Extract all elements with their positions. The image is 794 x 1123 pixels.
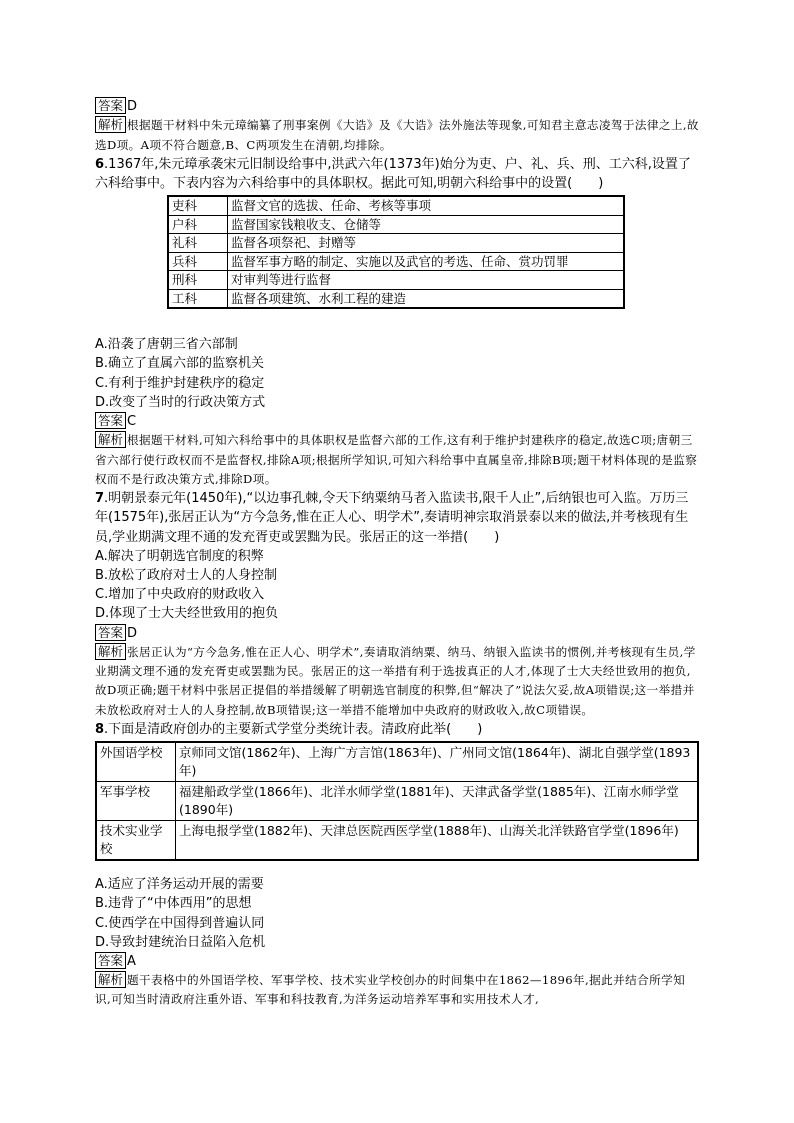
option-d: D.导致封建统治日益陷入危机 xyxy=(95,934,266,950)
answer-value: C xyxy=(127,414,137,430)
table-cell: 外国语学校 xyxy=(96,742,176,782)
option-a: A.解决了明朝选官制度的积弊 xyxy=(95,548,264,564)
table-cell: 对审判等进行监督 xyxy=(228,271,625,290)
q8-stem xyxy=(95,720,699,739)
question-text: .明朝景泰元年(1450年),“以边事孔棘,令天下纳粟纳马者入监读书,限千人止”,后纳银也可入监。万历三年(1575年),张居正认为“方今急务,惟在正人心、明学术”,奏请明神宗取消景泰以来的做法,并考核现有生员,学业期满文理不通的发充胥吏或罢黜为民。张居正的这一举措( ) xyxy=(95,491,689,545)
option-b: B.放松了政府对士人的人身控制 xyxy=(95,567,278,583)
explanation-text: 张居正认为“方今急务,惟在正人心、明学术”,奏请取消纳粟、纳马、纳银入监读书的惯例,并考核现有生员,学业期满文理不通的发充胥吏或罢黜为民。张居正的这一举措有利于选拔真正的人才,体现了士大夫经世致用的抱负,故D项正确;题干材料中张居正提倡的举措缓解了明朝选官制度的积弊,但“解决了”说法欠妥,故A项错误;这一举措并未放松政府对士人的人身控制,故B项错误;这一举措不能增加中央政府的财政收入,故C项错误。 xyxy=(95,644,696,717)
table-cell: 上海电报学堂(1882年)、天津总医院西医学堂(1888年)、山海关北洋铁路官学堂(1896年) xyxy=(176,821,699,861)
table-row xyxy=(168,289,624,308)
q7-stem xyxy=(95,489,699,547)
table-cell: 户科 xyxy=(168,215,228,234)
q7-explanation xyxy=(95,643,699,720)
spacer xyxy=(95,861,699,875)
question-text: .1367年,朱元璋承袭宋元旧制设给事中,洪武六年(1373年)始分为吏、户、礼、兵、刑、工六科,设置了六科给事中。下表内容为六科给事中的具体职权。据此可知,明朝六科给事中的设置( ) xyxy=(95,156,691,191)
table-row xyxy=(96,821,698,861)
document-page xyxy=(95,97,699,1010)
table-cell: 工科 xyxy=(168,289,228,308)
table-cell: 监督军事方略的制定、实施以及武官的考选、任命、赏功罚罪 xyxy=(228,252,625,271)
q6-stem xyxy=(95,155,699,193)
q8-explanation xyxy=(95,971,699,1010)
explanation-tag: 解析 xyxy=(95,431,126,448)
table-row xyxy=(96,782,698,821)
q5-answer xyxy=(95,97,699,116)
table-row xyxy=(168,271,624,290)
table-row xyxy=(96,742,698,782)
option-d: D.改变了当时的行政决策方式 xyxy=(95,394,266,410)
table-cell: 礼科 xyxy=(168,234,228,253)
table-cell: 京师同文馆(1862年)、上海广方言馆(1863年)、广州同文馆(1864年)、湖北自强学堂(1893年) xyxy=(176,742,699,782)
table-cell: 福建船政学堂(1866年)、北洋水师学堂(1881年)、天津武备学堂(1885年)、江南水师学堂(1890年) xyxy=(176,782,699,821)
option-c: C.使西学在中国得到普遍认同 xyxy=(95,915,265,931)
option-b: B.确立了直属六部的监察机关 xyxy=(95,356,265,372)
table-cell: 监督文官的选拔、任命、考核等事项 xyxy=(228,196,625,215)
table-cell: 监督各项建筑、水利工程的建造 xyxy=(228,289,625,308)
table-cell: 监督各项祭祀、封赠等 xyxy=(228,234,625,253)
table-row xyxy=(168,196,624,215)
option-d: D.体现了士大夫经世致用的抱负 xyxy=(95,606,279,622)
explanation-tag: 解析 xyxy=(95,116,126,133)
table-row xyxy=(168,252,624,271)
explanation-text: 根据题干材料中朱元璋编纂了刑事案例《大诰》及《大诰》法外施法等现象,可知君主意志凌驾于法律之上,故选D项。A项不符合题意,B、C两项发生在清朝,均排除。 xyxy=(95,118,699,152)
answer-tag: 答案 xyxy=(95,624,126,641)
answer-tag: 答案 xyxy=(95,412,126,429)
table-row xyxy=(168,234,624,253)
answer-value: D xyxy=(127,99,138,114)
option-a: A.适应了洋务运动开展的需要 xyxy=(95,877,264,893)
explanation-tag: 解析 xyxy=(95,643,126,660)
question-number: 7 xyxy=(95,491,105,507)
spacer xyxy=(95,309,699,335)
q8-answer xyxy=(95,952,699,971)
question-number: 8 xyxy=(95,721,105,737)
table-cell: 刑科 xyxy=(168,271,228,290)
table-cell: 兵科 xyxy=(168,252,228,271)
table-cell: 军事学校 xyxy=(96,782,176,821)
answer-tag: 答案 xyxy=(95,97,126,114)
q6-answer xyxy=(95,412,699,431)
option-b: B.违背了“中体西用”的思想 xyxy=(95,896,252,912)
table-cell: 技术实业学校 xyxy=(96,821,176,861)
answer-value: A xyxy=(127,953,136,969)
q6-explanation xyxy=(95,431,699,489)
explanation-tag: 解析 xyxy=(95,971,126,988)
table-cell: 吏科 xyxy=(168,196,228,215)
q7-answer xyxy=(95,624,699,643)
q6-table xyxy=(167,195,625,309)
question-number: 6 xyxy=(95,156,105,172)
q5-explanation xyxy=(95,116,699,155)
option-c: C.有利于维护封建秩序的稳定 xyxy=(95,375,265,391)
explanation-text: 根据题干材料,可知六科给事中的具体职权是监督六部的工作,这有利于维护封建秩序的稳定,故选C项;唐朝三省六部行使行政权而不是监督权,排除A项;根据所学知识,可知六科给事中直属皇帝,排除B项;题干材料体现的是监察权而不是行政决策方式,排除D项。 xyxy=(95,433,698,486)
q8-table xyxy=(95,741,699,861)
answer-value: D xyxy=(127,625,138,641)
answer-tag: 答案 xyxy=(95,952,126,969)
question-text: .下面是清政府创办的主要新式学堂分类统计表。清政府此举( ) xyxy=(104,721,483,737)
option-a: A.沿袭了唐朝三省六部制 xyxy=(95,337,238,353)
option-c: C.增加了中央政府的财政收入 xyxy=(95,587,265,603)
explanation-text: 题干表格中的外国语学校、军事学校、技术实业学校创办的时间集中在1862—1896年,据此并结合所学知识,可知当时清政府注重外语、军事和科技教育,为洋务运动培养军事和实用技术人才, xyxy=(95,973,686,1007)
table-row xyxy=(168,215,624,234)
table-cell: 监督国家钱粮收支、仓储等 xyxy=(228,215,625,234)
